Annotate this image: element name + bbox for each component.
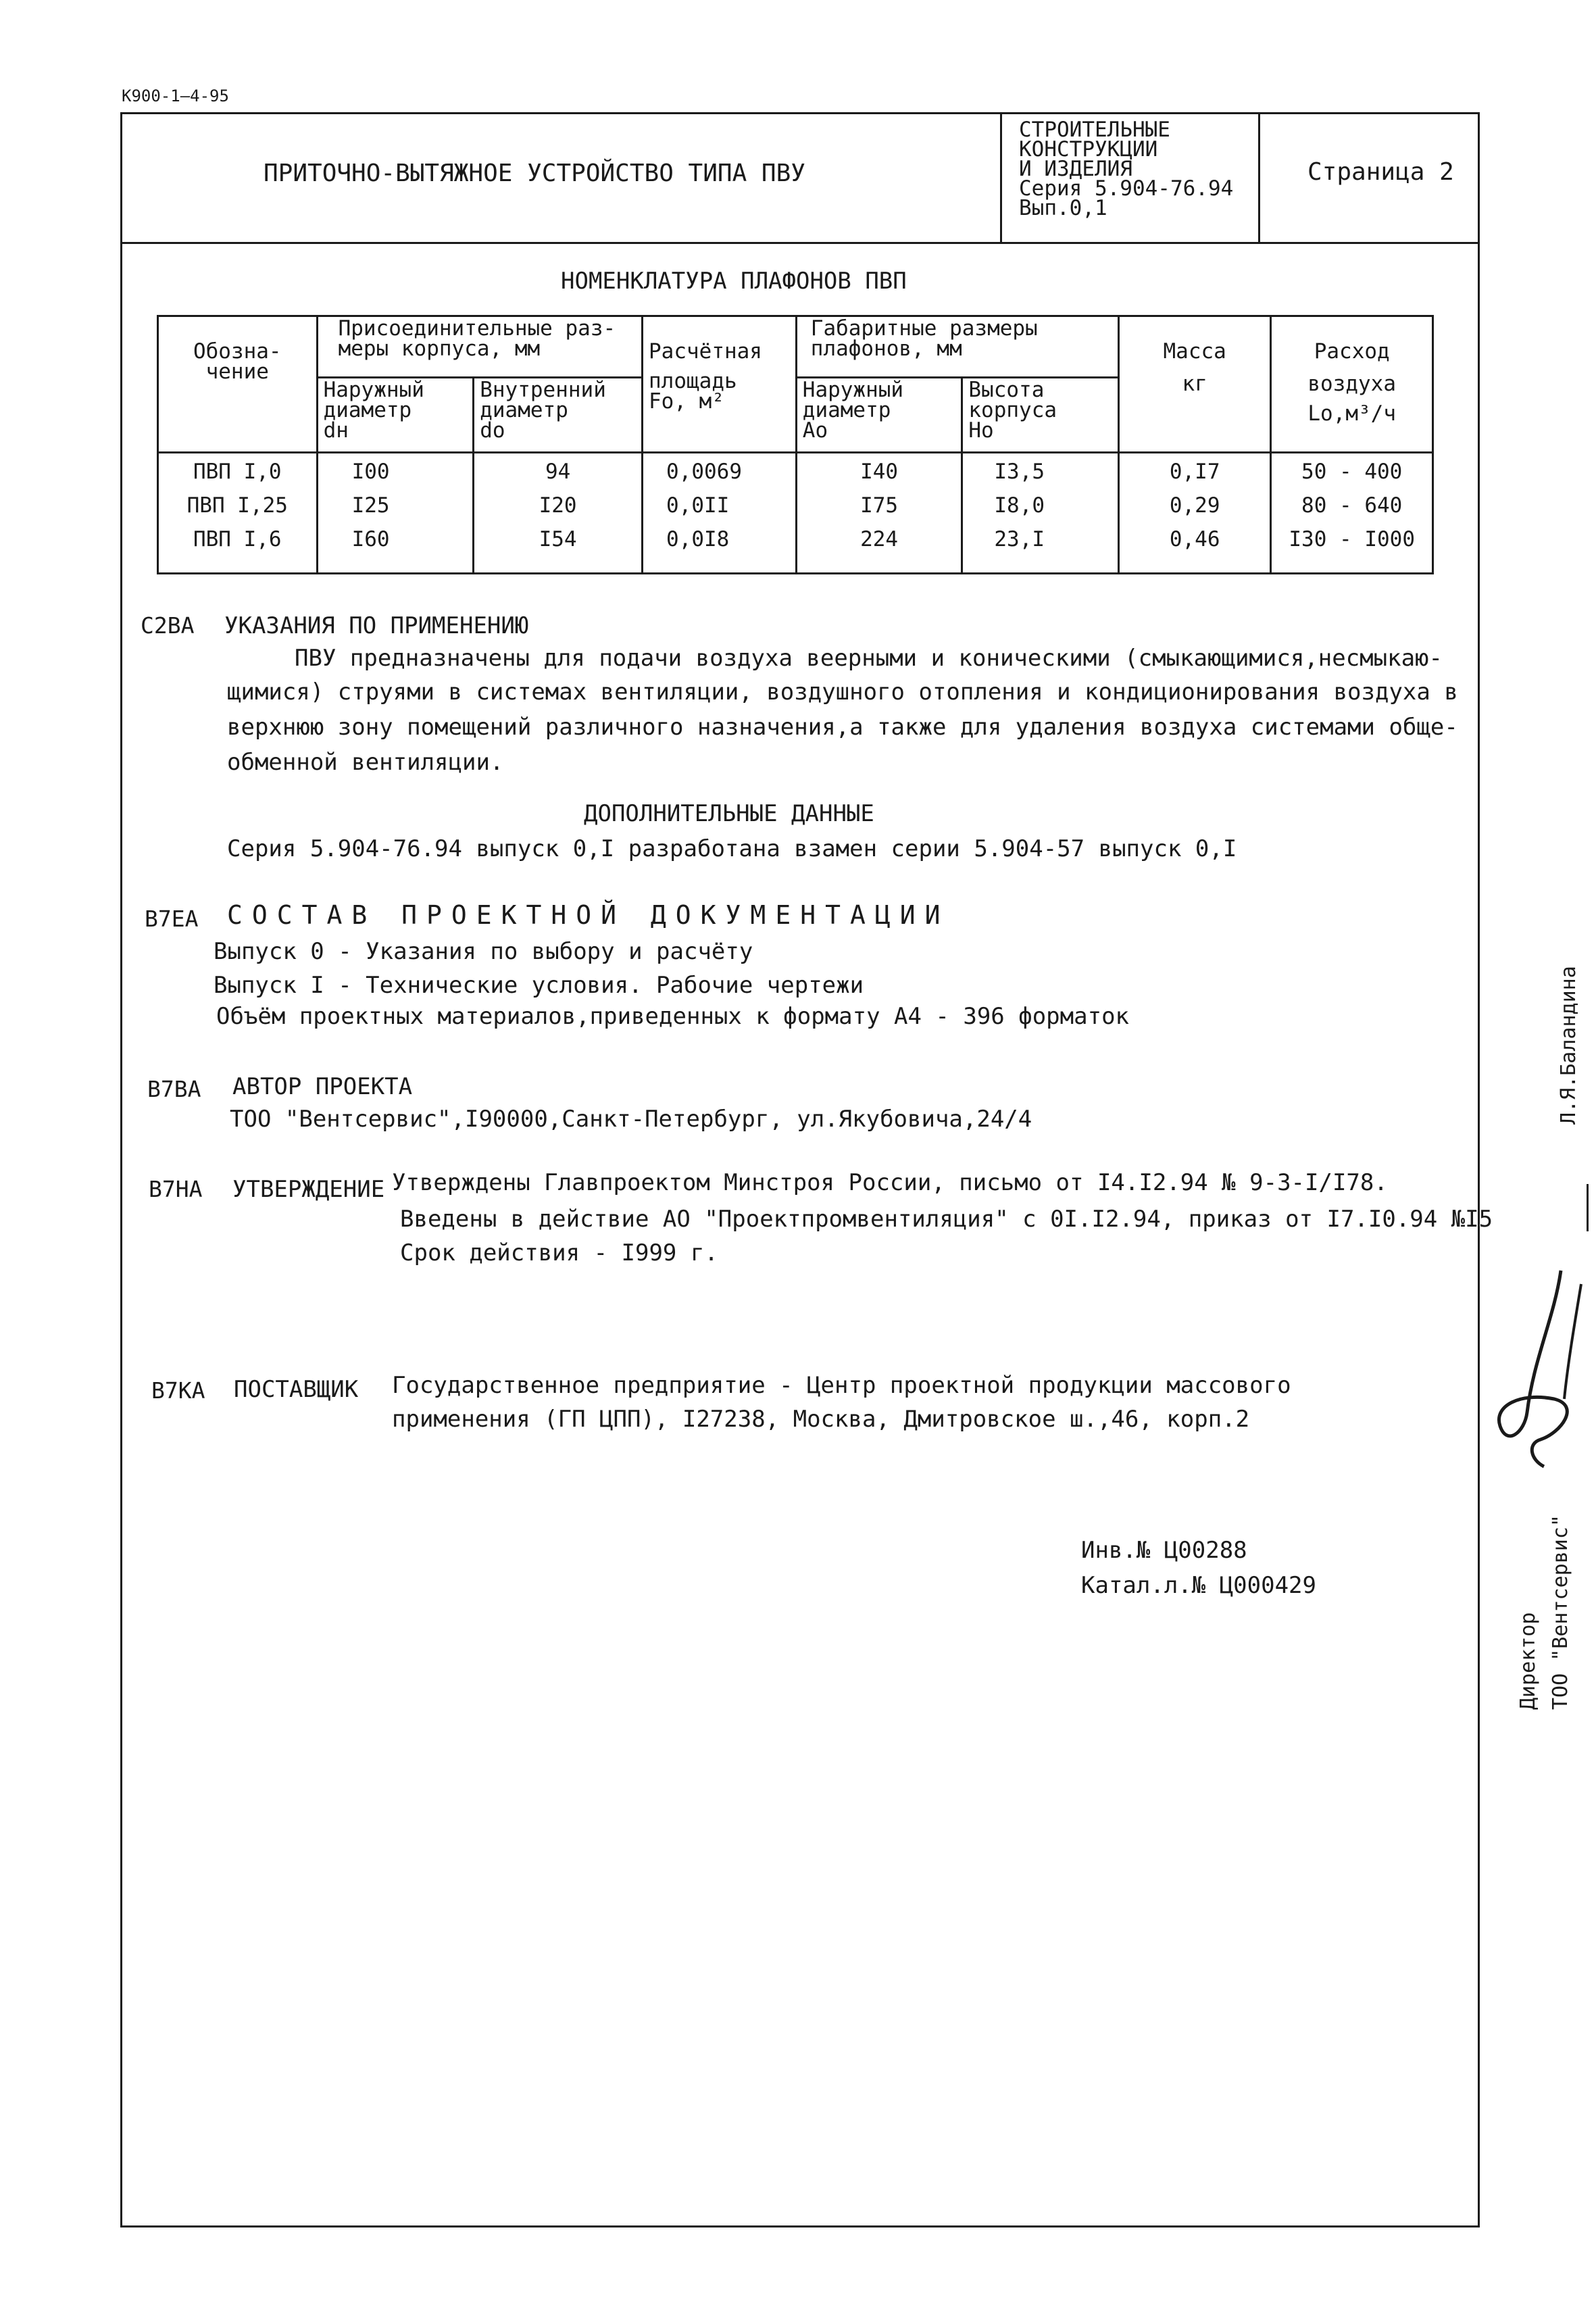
composition-line: Объём проектных материалов,приведенных к формату А4 - 396 форматок xyxy=(216,1003,1130,1030)
usage-heading: УКАЗАНИЯ ПО ПРИМЕНЕНИЮ xyxy=(224,612,529,639)
supplier-line: применения (ГП ЦПП), I27238, Москва, Дмитровское ш.,46, корп.2 xyxy=(392,1406,1250,1433)
author-text: ТОО "Вентсервис",I90000,Санкт-Петербург, ул.Якубовича,24/4 xyxy=(230,1106,1032,1133)
flow-label-b: воздуха xyxy=(1307,372,1397,396)
signature xyxy=(1480,1257,1595,1480)
table-cell: 23,I xyxy=(994,526,1045,551)
area-symbol: Fо, м² xyxy=(649,389,724,414)
table-cell: ПВП I,25 xyxy=(186,493,288,518)
usage-code: С2ВА xyxy=(141,612,195,639)
supplier-code: В7КА xyxy=(151,1377,205,1404)
table-cell: ПВП I,0 xyxy=(193,459,282,484)
signer-name: Л.Я.Баландина xyxy=(1557,966,1580,1125)
usage-line: ПВУ предназначены для подачи воздуха веерными и коническими (смыкающимися,несмыкаю- xyxy=(295,645,1443,672)
table-cell: 224 xyxy=(860,526,899,551)
header-plafond-outer-diameter xyxy=(796,377,962,452)
additional-heading: ДОПОЛНИТЕЛЬНЫЕ ДАННЫЕ xyxy=(584,800,874,827)
page-number: Страница 2 xyxy=(1307,158,1454,186)
catalog-number: Катал.л.№ Ц000429 xyxy=(1081,1572,1316,1599)
header-overall-dimensions: Габаритные размеры плафонов, мм xyxy=(796,316,1118,378)
table-cell: 0,0II xyxy=(666,493,730,518)
approval-line: Введены в действие АО "Проектпромвентиляция" с 0I.I2.94, приказ от I7.I0.94 №I5 xyxy=(400,1206,1493,1233)
category-line: КОНСТРУКЦИИ xyxy=(1019,137,1158,162)
column-mass xyxy=(1118,452,1270,573)
column-inner-diameter xyxy=(474,452,643,573)
issue-line: Вып.0,1 xyxy=(1019,196,1107,220)
table-cell: I75 xyxy=(860,493,899,518)
series-line: Серия 5.904-76.94 xyxy=(1019,176,1234,201)
column-air-flow xyxy=(1271,452,1433,573)
nomenclature-table xyxy=(157,315,1434,574)
inventory-number: Инв.№ Ц00288 xyxy=(1081,1537,1247,1564)
composition-heading: СОСТАВ ПРОЕКТНОЙ ДОКУМЕНТАЦИИ xyxy=(227,900,950,930)
table-cell: I40 xyxy=(860,459,899,484)
table-cell: I20 xyxy=(539,493,577,518)
outer-diameter-symbol: dн xyxy=(323,418,349,443)
document-code: К900-1—4-95 xyxy=(122,87,229,105)
column-outer-diameter xyxy=(317,452,474,573)
additional-text: Серия 5.904-76.94 выпуск 0,I разработана взамен серии 5.904-57 выпуск 0,I xyxy=(227,835,1237,862)
table-cell: I00 xyxy=(351,459,390,484)
approval-code: В7НА xyxy=(149,1176,203,1202)
body-height-symbol: Hо xyxy=(968,418,994,443)
flow-label-a: Расход xyxy=(1314,339,1390,364)
supplier-line: Государственное предприятие - Центр проектной продукции массового xyxy=(392,1372,1291,1399)
table-cell: 94 xyxy=(545,459,571,484)
column-body-height xyxy=(962,452,1119,573)
table-cell: I60 xyxy=(351,526,390,551)
column-area xyxy=(643,452,797,573)
header-mass xyxy=(1118,316,1270,453)
supplier-heading: ПОСТАВЩИК xyxy=(234,1376,359,1403)
table-cell: I25 xyxy=(351,493,390,518)
table-cell: 0,46 xyxy=(1169,526,1220,551)
composition-line: Выпуск I - Технические условия. Рабочие чертежи xyxy=(214,972,864,999)
table-cell: I54 xyxy=(539,526,577,551)
column-plafond-outer-diameter xyxy=(796,452,962,573)
flow-symbol: Lо,м³/ч xyxy=(1307,401,1397,426)
document-title: ПРИТОЧНО-ВЫТЯЖНОЕ УСТРОЙСТВО ТИПА ПВУ xyxy=(264,159,805,187)
author-heading: АВТОР ПРОЕКТА xyxy=(232,1073,413,1100)
table-cell: 0,0069 xyxy=(666,459,742,484)
table-cell: I8,0 xyxy=(994,493,1045,518)
mass-unit: кг xyxy=(1182,372,1207,396)
outer-diameter-label: Наружный диаметр xyxy=(323,377,424,422)
approval-line: Срок действия - I999 г. xyxy=(400,1239,718,1266)
body-height-label: Высота корпуса xyxy=(968,377,1057,422)
table-cell: 0,I7 xyxy=(1169,459,1220,484)
header-divider-right xyxy=(1258,112,1260,243)
approval-line: Утверждены Главпроектом Минстроя России, письмо от I4.I2.94 № 9-3-I/I78. xyxy=(392,1169,1388,1196)
header-area xyxy=(643,316,797,453)
organization: ТОО "Вентсервис" xyxy=(1549,1515,1572,1710)
nomenclature-title: НОМЕНКЛАТУРА ПЛАФОНОВ ПВП xyxy=(561,268,907,295)
usage-line: щимися) струями в системах вентиляции, воздушного отопления и кондиционирования воздуха в xyxy=(227,679,1458,706)
approval-heading: УТВЕРЖДЕНИЕ xyxy=(232,1176,385,1203)
signature-rule xyxy=(1587,1184,1589,1231)
header-connection-dimensions: Присоединительные раз- меры корпуса, мм xyxy=(317,316,642,378)
header-outer-diameter xyxy=(317,377,474,452)
table-cell: 50 - 400 xyxy=(1301,459,1403,484)
area-label-b: площадь xyxy=(649,369,737,393)
header-air-flow xyxy=(1271,316,1433,453)
area-label-a: Расчётная xyxy=(649,339,762,364)
table-cell: 0,29 xyxy=(1169,493,1220,518)
category-line: СТРОИТЕЛЬНЫЕ xyxy=(1019,118,1170,142)
header-inner-diameter xyxy=(474,377,643,452)
composition-code: В7ЕА xyxy=(145,906,199,932)
usage-line: обменной вентиляции. xyxy=(227,749,504,776)
table-cell: I3,5 xyxy=(994,459,1045,484)
director-title: Директор xyxy=(1516,1612,1540,1710)
header-body-height xyxy=(962,377,1119,452)
header-designation: Обозна- чение xyxy=(158,316,318,453)
series-block xyxy=(1019,120,1233,218)
author-code: В7ВА xyxy=(147,1076,201,1102)
plafond-outer-label: Наружный диаметр xyxy=(802,377,904,422)
inner-diameter-symbol: dо xyxy=(480,418,505,443)
inner-diameter-label: Внутренний диаметр xyxy=(480,377,606,422)
table-cell: ПВП I,6 xyxy=(193,526,282,551)
usage-line: верхнюю зону помещений различного назначения,а также для удаления воздуха системами обще- xyxy=(227,714,1458,741)
table-cell: 0,0I8 xyxy=(666,526,730,551)
header-divider-left xyxy=(1000,112,1002,243)
mass-label: Масса xyxy=(1163,339,1226,364)
composition-line: Выпуск 0 - Указания по выбору и расчёту xyxy=(214,938,753,965)
table-cell: I30 - I000 xyxy=(1289,526,1416,551)
table-cell: 80 - 640 xyxy=(1301,493,1403,518)
header-bottom-rule xyxy=(120,242,1480,244)
category-line: И ИЗДЕЛИЯ xyxy=(1019,157,1132,181)
column-designation xyxy=(158,452,318,573)
plafond-outer-symbol: Aо xyxy=(802,418,828,443)
